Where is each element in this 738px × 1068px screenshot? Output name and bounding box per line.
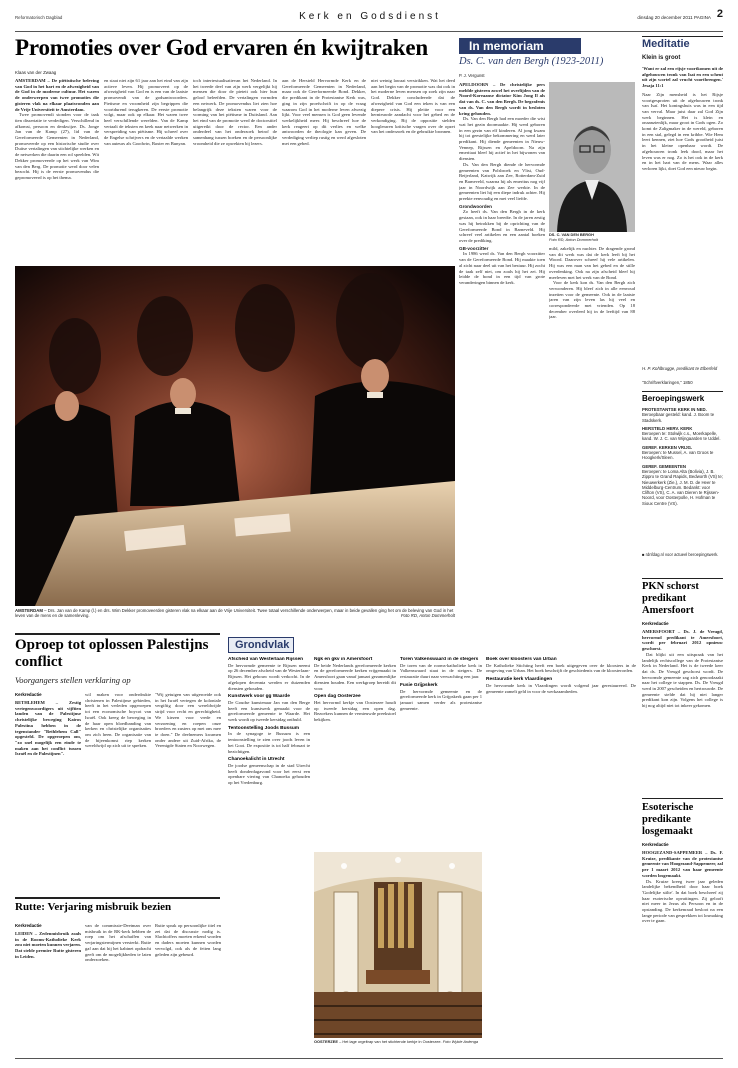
main-col-2 <box>104 78 188 262</box>
gv-item-text: De Katholieke Stichting heeft een boek uitgegeven over de kloosters in de omgeving van Urban. Het boek beschrijft de geschiedenis van de kloosterorden. <box>486 662 636 674</box>
pkn-rule <box>642 578 723 579</box>
rutte-col2-text: van de commissie-Deetman over misbruik in de RK-kerk hebben de roep om het afschaffen van verjaringstermijnen versterkt. Rutte gaf aan dat hij het kabinet opdracht geeft om de mogelijkheden te laten onderzoeken. <box>85 923 151 963</box>
memoriam-body6: Voor de kerk kon ds. Van den Bergh zich verwonderen. Hij bleef zich in alle eenvoud inzetten voor de gemeente. Ook in de laatste jaren van zijn leven las hij veel en correspondeerde met vrienden. Op 18 december overleed hij in de leeftijd van 88 jaar. <box>549 280 635 320</box>
rutte-rule <box>15 897 220 899</box>
gv-item-heading: Open dag Oosterzee <box>314 694 361 700</box>
rutte-col3-text: Rutte sprak op persoonlijke titel en zei dat de discussie nodig is. Slachtoffers moeten erkend worden en daders moeten kunnen worden vervolgd, ook als de feiten lang geleden zijn gebeurd. <box>155 923 221 957</box>
beroepingswerk-note <box>642 552 723 557</box>
gv-item-text: De joodse gemeenschap in de stad Utrecht heeft donderdagavond voor het eerst een openbare viering van Chanoeka gehouden op het Vredenburg. <box>228 762 310 786</box>
memoriam-portrait <box>549 82 635 232</box>
main-lead: AMSTERDAM – De piëtistische beleving van God in het hart en de afwezigheid van de God in de moderne cultuur. Het waren de onderwerpen van twee promoties die gisteren vlak na elkaar plaatsvonden aan de Vrije Universiteit te Amsterdam. <box>15 78 99 112</box>
rutte-col-2 <box>85 923 151 1055</box>
memoriam-photo-name: DS. C. VAN DEN BERGH <box>549 232 594 237</box>
meditatie-subtitle: Klein is groot <box>642 55 681 61</box>
pkn-text: Dat blijkt uit een uitspraak van het landelijk rechtscollege van de Protestantse Kerk in Nederland. Het is de tweede keer dat ds. De Vreugd geschorst wordt. De hervormde gemeente zag zich genoodzaakt naar het college te stappen. Ds. De Vreugd werd in 2007 gescheiden en hertrouwde. De gemeente stelde dat hij niet langer predikant kon zijn. Volgens het college is hij nog altijd niet tot inkeer gekomen. <box>642 651 723 709</box>
memoriam-tag <box>459 38 581 54</box>
meditatie-text: Naar Zijn mensheid is het Rijsje voortgesproten uit de afgehouwen tronk van Isaï. Het koningshuis was in een tijd van verval. Maar juist daar zal God Zijn werk beginnen. Het is klein en onaanzienlijk, maar groot in Gods ogen. Zo komt de Zaligmaker in de wereld, geboren in een stal, gelegd in een kribbe. Wie Hem leert kennen, ziet hoe Gods grootheid juist in het kleine openbaar wordt. De afgehouwen tronk leek dood, maar het leven was er nog. Zo is het ook in de kerk en in het hart van de mens. Waar alles verloren lijkt, doet God een nieuw begin. <box>642 91 723 171</box>
main-col5-text: niet weinig lawaai verstrikken. Wat het deed aan het begin van de promotie was dat ook in het moderne leven mensen op zoek zijn naar God. Dekker concludeerde dat de afwezigheid van God een teken is van een diepere crisis. Hij pleitte voor een hernieuwde aandacht voor het gebed en de verkondiging. Bij de oppositie stelden hoogleraren kritische vragen over de opzet van het onderzoek en de gebruikte bronnen. <box>371 78 455 135</box>
grondvlak-col-2 <box>314 657 396 849</box>
beroep-item-heading: PROTESTANTSE KERK IN NED. <box>642 407 707 412</box>
main-photo-caption <box>15 608 455 619</box>
gv-item-heading: Chanoekalicht in Utrecht <box>228 757 285 763</box>
date-text: dinsdag 20 december 2011 <box>637 15 693 20</box>
pkn-body <box>642 629 723 791</box>
beroepingswerk-title: Beroepingswerk <box>642 394 705 403</box>
meditatie-rule <box>642 36 723 37</box>
gv-item-text: De hervormde gemeente te Rijssen neemt op 26 december afscheid van de Westerlaan-Rijssen. Het gebouw wordt verkocht. In de afgelopen decennia werden er duizenden diensten gehouden. <box>228 662 310 691</box>
gv-item-heading: Kunstwerk voor gg Waarde <box>228 694 290 700</box>
gv-item-text: De Goudse kunstenaar Jan van den Berge heeft een kunstwerk gemaakt voor de gereformeerde gemeente te Waarde. Het werk wordt op tweede kerstdag onthuld. <box>228 699 310 723</box>
beroep-item-text: Beroepbaar gesteld: kand. J. Boom te Stadskerk. <box>642 412 715 423</box>
masthead <box>15 8 723 30</box>
header-date <box>637 15 711 20</box>
memoriam-photo-credit: Foto RD, Anton Dommerholt <box>549 236 598 242</box>
gv-item-heading: Boek over kloosters van Urban <box>486 657 557 662</box>
main-photo-credit: Foto RD, Anton Dommerholt <box>400 613 455 619</box>
esoterische-text: Ds. Kruize kreeg twee jaar geleden landelijke bekendheid door haar boek 'Godelijke stilte'. In dat boek beschreef zij haar esoterische opvattingen. Zij gelooft niet meer in Jezus als Persoon en in de opstanding. De kerkenraad besloot na een lange periode van gesprekken tot losmaking over te gaan. <box>642 878 723 924</box>
memoriam-body5: mild, zakelijk en nuchter. De dragende grond van dit werk was dat de kerk leeft bij het Woord. Daarover schreef hij vele artikelen. Hij was een man van het gebed en de stille overdenking. Ook na zijn afscheid bleef hij meeleven met het werk van de Bond. <box>549 246 635 280</box>
meditatie-quote: 'Want er zal een rijsje voortkomen uit de afgehouwen tronk van Isaï en een scheut uit zijn wortel zal vrucht voortbrengen.' Jesaja 11:1 <box>642 66 723 89</box>
gv-item-text: De hervormde kerk in Vlaardingen wordt volgend jaar gerestaureerd. De gemeente zamelt geld in voor de werkzaamheden. <box>486 682 636 694</box>
gv-item-text: De beide Nederlands gereformeerde kerken en de gereformeerde kerken vrijgemaakt in Amersfoort gaan vanaf januari gezamenlijke diensten houden. Een werkgroep bereidt dit voor. <box>314 662 396 691</box>
memoriam-gb-h: GB-voorzitter <box>459 245 489 251</box>
oproep-col-2 <box>85 692 151 890</box>
rutte-headline: Rutte: Verjaring misbruik bezien <box>15 901 172 913</box>
main-col1-text: Twee promovendi stonden voor de taak tien dissertatie te verdedigen. Verschillend in afkomst, persoon en denkwijze. Ds. Jonge Jan van de Kamp (27), lid van de Gereformeerde Gemeenten in Nederland, promoveerde op een historische studie over Duitse vertalingen van stichtelijke werken en de netwerken die daarin een rol speelden. Wit Dekker promoveerde op het werk van Wim van den Berg. De promotie werd door velen bezocht. Hij is de eerste promovendus die gepromoveerd is op het thema. <box>15 112 99 180</box>
memoriam-col-1 <box>459 82 545 602</box>
header-rule <box>15 31 723 32</box>
oproep-subtitle: Voorgangers stellen verklaring op <box>15 675 131 685</box>
esoterische-kicker: Kerkredactie <box>642 842 669 847</box>
oproep-col-3 <box>155 692 221 890</box>
memoriam-photo-caption <box>549 233 635 243</box>
gv-item-text: De toren van de rooms-katholieke kerk in Valkenswaard staat in de steigers. De restauratie duurt naar verwachting een jaar. <box>400 662 482 680</box>
gv-item-heading: Toren Valkenswaard in de steigers <box>400 657 479 662</box>
main-col4-text: aan de Hersteld Hervormde Kerk en de Gereformeerde Gemeenten in Nederland, maar ook de Gereformeerde Bond. Dekker, die predikant in de Protestantse Kerk was, ging in zijn proefschrift in op de vraag waarom God in het moderne leven afwezig lijkt. Voor veel mensen is God geen levende werkelijkheid meer. Hij beschreef hoe de kerk reageert op dit verlies en welke antwoorden de theologie kan geven. De verdediging verliep rustig en werd afgesloten met een gebed. <box>282 78 366 146</box>
gv-item-heading: Tentoonstelling Joods Bussum <box>228 725 300 731</box>
beroep-item <box>642 426 723 442</box>
memoriam-body4: In 1986 werd ds. Van den Bergh voorzitter van de Gereformeerde Bond. Hij maakte toen al zicht naar deel uit van het bestuur. Hij zocht de taak zelf niet, om zoals hij het zei. Hij leidde de bond in een tijd van grote veranderingen binnen de kerk. <box>459 251 545 285</box>
oproep-rule <box>15 633 220 635</box>
gv-item-heading: Ngk en gkv in Amersfoort <box>314 657 373 662</box>
beroepingswerk-note-text: rdnfdag.nl voor actueel beroepingswerk. <box>645 552 719 557</box>
memoriam-byline: P. J. Vergunst <box>459 73 485 78</box>
beroep-item-text: Beroepen: te Mussel, A. van Groos te Hoogkerk/Sleen. <box>642 450 714 461</box>
beroep-item-text: Beroepen: te Loma Alta (Bolivia), J. B. Zippro te Grand Rapids, Bedworth (VS) te; Nieuwerkerk (Zie.), J. M. D. de Heer te Middelburg-Centrum. Bedankt: voor Clifton (VS), C. A. van Dieren te Rijssen-Noord, voor Oosterpolle, H. Hofman te Sioux Centre (VS). <box>642 468 723 506</box>
page-label: PAGINA <box>693 15 711 20</box>
esoterische-rule <box>642 798 723 799</box>
meditatie-author: H. P. Kohlbrugge, predikant te Elberfeld <box>642 366 718 371</box>
paper-name: Reformatorisch Dagblad <box>15 15 63 20</box>
rutte-lead: LEIDEN – Zedenmisbruik zoals in de Rooms-Katholieke Kerk zou niet moeten kunnen verjaren. Dat stelde premier Rutte gisteren in Leiden. <box>15 931 81 959</box>
pkn-headline: PKN schorst predikant Amersfoort <box>642 581 699 616</box>
bell-icon: ■ <box>642 552 645 557</box>
gv-item-text: In de synagoge te Bussum is een tentoonstelling te zien over joods leven in het Gooi. De expositie is tot half februari te bezichtigen. <box>228 731 310 754</box>
gv-item-text: De hervormde gemeente en de gereformeerde kerk in Grijpskerk gaan per 1 januari samen verder als protestantse gemeente. <box>400 688 482 711</box>
grondvlak-col-3 <box>400 657 482 849</box>
oproep-col-1 <box>15 700 81 890</box>
beroep-item-heading: GEREF. KERKEN VRIJG. <box>642 444 693 450</box>
main-photo <box>15 266 455 606</box>
rutte-kicker: Kerkredactie <box>15 923 42 928</box>
main-col-4 <box>282 78 366 262</box>
grondvlak-photo <box>314 852 482 1038</box>
grondvlak-col-4 <box>486 657 636 1055</box>
main-col-1 <box>15 78 99 262</box>
section-title: Kerk en Godsdienst <box>299 11 441 22</box>
memoriam-title: Ds. C. van den Bergh (1923-2011) <box>459 56 604 67</box>
memoriam-tag-text: In memoriam <box>469 39 544 53</box>
meditatie-source: "Schriftverklaringen," 1850 <box>642 380 693 385</box>
oproep-kicker: Kerkredactie <box>15 692 42 697</box>
grondvlak-caption-text: – Het lage orgeltrap van het stichtende kerkje in Oosterzee. <box>339 1039 442 1044</box>
memoriam-col-2 <box>549 246 635 602</box>
gv-item-heading: Afscheid van Westerlaan Rijssen <box>228 657 304 662</box>
main-col-5 <box>371 78 455 262</box>
meditatie-body <box>642 66 723 366</box>
footer-rule <box>15 1058 723 1059</box>
memoriam-body2: Ds. Van den Bergh diende de hervormde gemeenten van Polsbroek en Vlist, Oud-Beijerland, Katwijk aan Zee, Rotterdam-Zuid en Barneveld, waarna hij als emeritus nog vijf jaar in Noordwijk aan Zee werkte. In de gemeenten liet hij een diepe indruk achter. Hij preekte eenvoudig en met veel liefde. <box>459 161 545 202</box>
esoterische-headline: Esoterische predikante losgemaakt <box>642 802 694 837</box>
main-headline: Promoties over God ervaren én kwijtraken <box>15 35 428 60</box>
main-byline: Klaas van der Zwaag <box>15 70 57 75</box>
rutte-col-3 <box>155 923 221 1055</box>
gv-item-heading: Restauratie kerk Vlaardingen <box>486 677 553 683</box>
memoriam-grondwoorden-h: Grondwoorden <box>459 203 492 209</box>
beroep-item <box>642 407 723 423</box>
oproep-headline: Oproep tot oplossen Palestijns conflict <box>15 637 209 670</box>
gv-item-text: Het hervormd kerkje van Oosterzee houdt op tweede kerstdag een open dag. Bezoekers kunnen de vernieuwde preekstoel bekijken. <box>314 699 396 723</box>
main-col3-text: toch intertextualisatievan het Nederland. In het tweede deel van zijn werk vergelijkt hij mensen die door de pieteit ook hier hun geloof beleefden. De vertalingen vormden een netwerk. De promovendus liet zien hoe belangrijk deze teksten waren voor de vorming van het piëtisme in Duitsland. Aan het eind van de promotie werd de doctorstitel uitgereikt door de rector. Een ander onderdeel van het onderzoek betrof de samenhang tussen boeken en de persoonlijke vroomheid die ze opwekten bij lezers. <box>193 78 277 146</box>
grondvlak-col-1 <box>228 657 310 1055</box>
grondvlak-caption-strong: OOSTERZEE <box>314 1039 338 1044</box>
rutte-col-1 <box>15 931 81 1055</box>
gv-item-heading: Fusie Grijpskerk <box>400 682 438 688</box>
main-caption-text: – Drs. Jan van de Kamp (l.) en drs. Wim Dekker promoveerden gisteren vlak na elkaar aan de Vrije Universiteit. Twee totaal verschillende onderwerpen, maar in beide gevallen ging het om de beleving van God in het leven van de mens en de samenleving. <box>15 608 454 619</box>
beroep-item-text: Beroepen te: Stolwijk c.s., Moerkapelle, kand. W. J. C. van Wijngaarden te Uddel. <box>642 431 721 442</box>
pkn-lead: AMERSFOORT – Ds. J. de Vreugd, hervormd predikant te Amersfoort, wordt per februari 2012 opnieuw geschorst. <box>642 629 723 652</box>
oproep-col2-text: wil maken voor onderdrukte christenen in Palestijnse gebieden, heeft in het verleden opgeroepen tot een economische boycot van Israël. Ook kreeg de beweging in de haar open bloedbanding van kerken en christelijke organisaties om zich heen. De organisatie van de bijeenkomst riep kerken wereldwijd op zich uit te spreken. <box>85 692 151 749</box>
oproep-col3-text: "Wij getuigen van uitgeroeide ook in het Israël vertegen de koloniale vergiftig door een wereldwijde strijd voor recht en gerechtigheid. We kiezen voor vrede en verzoening en roepen onze broeders en zusters op met ons mee te doen." De deelnemers kwamen onder andere uit Zuid-Afrika, de Verenigde Staten en Noorwegen. <box>155 692 221 749</box>
memoriam-lead: APELDOORN – De christelijke pers meldde gisteren zowel het overlijden van de Noord-Koreaanse dictator Kim Jong Il als dat van ds. C. van den Bergh. De begrafenis van ds. Van den Bergh wordt in besloten kring gehouden. <box>459 82 545 116</box>
esoterische-body <box>642 850 723 1055</box>
esoterische-lead: HOOGEZAND-SAPPEMEER – Ds. F. Kruize, predikante van de protestantse gemeente van Hoogezand-Sappemeer, zal per 1 maart 2012 van haar gemeente worden losgemaakt. <box>642 850 723 878</box>
church-interior-illustration <box>314 852 482 1038</box>
main-col-3 <box>193 78 277 262</box>
pkn-kicker: Kerkredactie <box>642 621 669 626</box>
meditatie-title: Meditatie <box>642 38 690 50</box>
grondvlak-tab <box>228 637 294 653</box>
grondvlak-title: Grondvlak <box>235 639 290 651</box>
grondvlak-photo-caption <box>314 1040 482 1045</box>
main-col2-text: en staat niet zijn 61 jaar aan het eind van zijn actieve leven. Hij promoveert op de afwezigheid van God en is een van de laatste promovendi van de godsantwoorders. Pietisme en vroomheid zijn begrippen die voortdurend terugkeren. De eerste promotie volgt, maar ook op elkaar. Het waren twee heel verschillende werelden. Van de Kamp vertaalt de teksten en keek naar netwerken in verspreiding van piëtisme. Hij schreef over de Engelse schrijvers en de vertaalde werken van auteurs als Goodwin, Baxter en Bunyan. <box>104 78 188 146</box>
beroep-item-heading: GEREF. GEMEENTEN <box>642 463 686 469</box>
memoriam-photo <box>549 82 635 232</box>
grondvlak-photo-credit: Foto Wyble Ardenga <box>442 1039 479 1044</box>
main-photo-illustration <box>15 266 455 606</box>
beroepingswerk-rule <box>642 391 723 392</box>
page-number: 2 <box>716 8 723 20</box>
memoriam-body1: Ds. Van den Bergh had een moeder die wist wat het gezin doormaakte. Hij werd geboren in een gezin van elf kinderen. Al jong kwam hij tot geestelijke bekommering en werd later predikant. Hij diende gemeenten in Nieuw-Vennep, Rijssen en Apeldoorn. Na zijn emeritaat bleef hij actief in het bijwonen van diensten. <box>459 116 545 162</box>
beroepingswerk-list <box>642 407 723 547</box>
beroep-item-heading: HERSTELD HERV. KERK <box>642 425 693 431</box>
main-caption-strong: AMSTERDAM <box>15 608 43 613</box>
oproep-lead: BETHLEHEM – Zestig vertegenwoordigers uit vijftien landen van de Palestijnse christelijke beweging Kairos Palestina hebben in de tegenstander "Bethlehem Call" opgesteld. De opgeroepen om, "zo snel mogelijk een einde te maken aan het conflict tussen Israël en de Palestijnen". <box>15 700 81 757</box>
beroep-item <box>642 464 723 506</box>
beroep-item <box>642 445 723 461</box>
memoriam-body3: Zo heeft ds. Van den Bergh in de kerk gestaan, ook in haar breedte. In de jaren zestig was hij betrokken bij de oprichting van de Gereformeerde Bond in Barneveld. Hij schreef veel artikelen en een aantal boeken over de prediking. <box>459 209 545 243</box>
